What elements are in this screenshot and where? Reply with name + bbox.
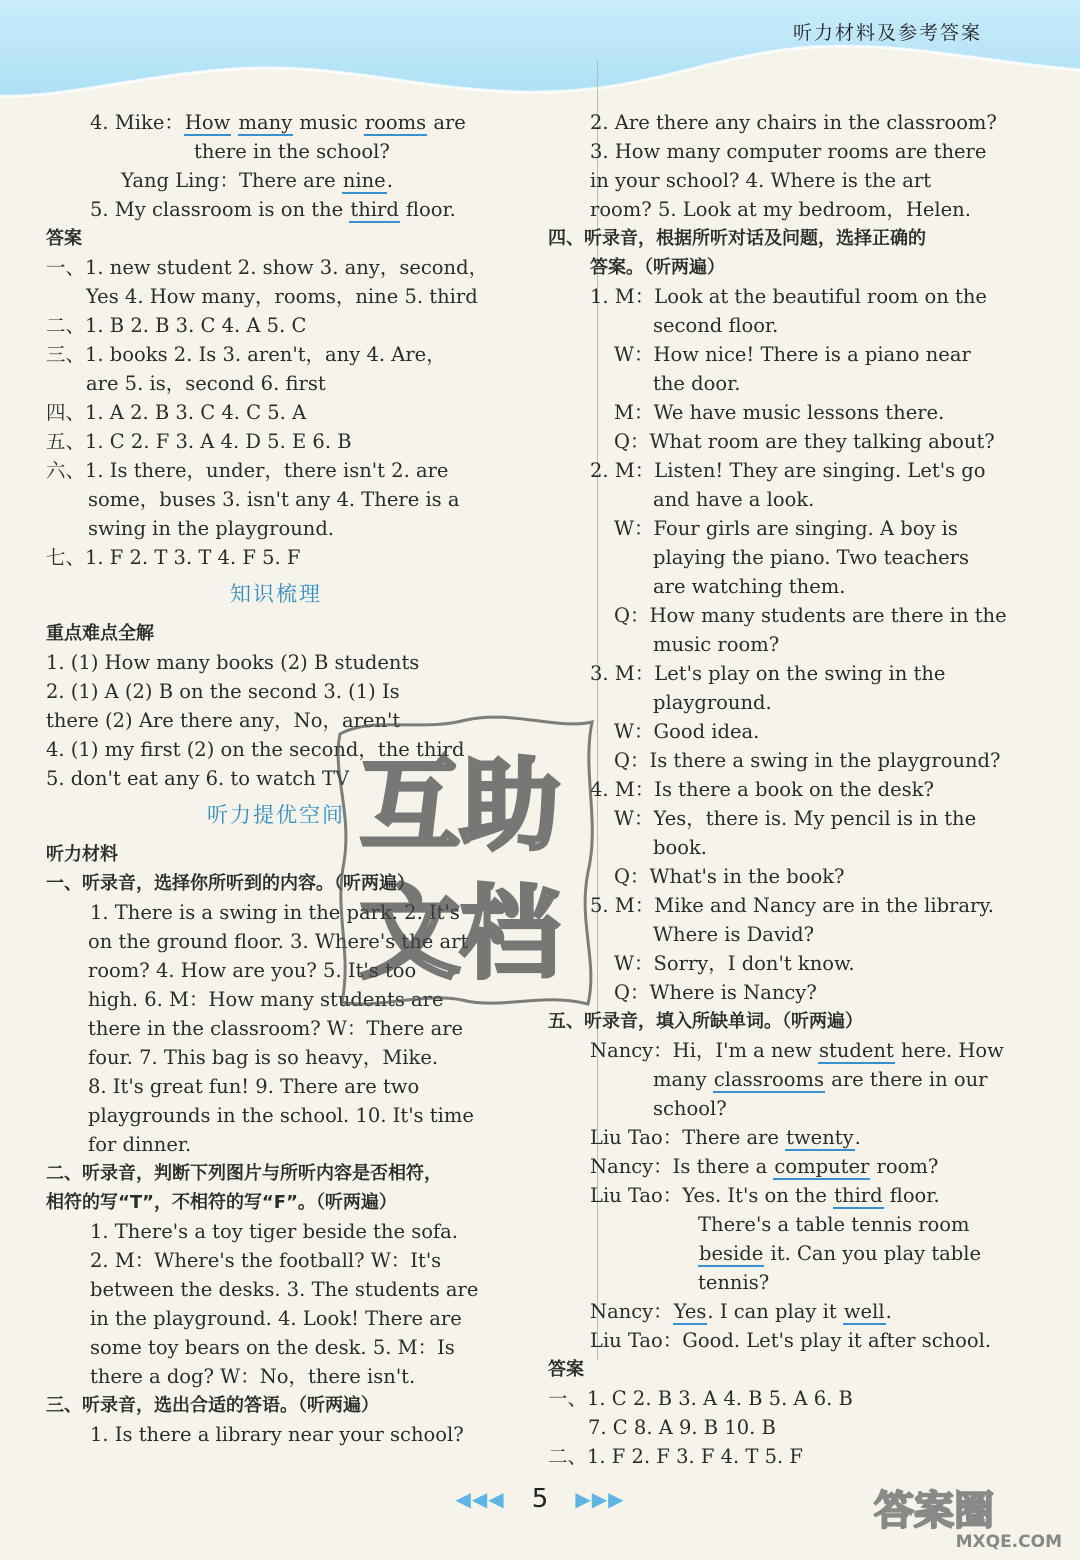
text-line: 2. Are there any chairs in the classroom? <box>590 111 997 134</box>
svg-text:答案圈: 答案圈 <box>874 1488 994 1534</box>
text-line: music room? <box>653 633 780 656</box>
text-line: Where is David? <box>653 923 815 946</box>
stamp-logo <box>332 712 600 1012</box>
text-line: high. 6. M：How many students are <box>88 988 444 1011</box>
text-line: playgrounds in the school. 10. It's time <box>88 1104 474 1127</box>
watermark-url: MXQE.COM <box>955 1532 1062 1552</box>
text-line: school? <box>653 1097 727 1120</box>
text-line: 4. M：Is there a book on the desk? <box>590 778 934 801</box>
text-line: 2. M：Where's the football? W：It's <box>90 1249 442 1272</box>
text-line: there a dog? W：No，there isn't. <box>90 1365 416 1388</box>
text-line: 3. How many computer rooms are there <box>590 140 987 163</box>
text-line: 2. M：Listen! They are singing. Let's go <box>590 459 986 482</box>
header-title: 听力材料及参考答案 <box>792 22 982 44</box>
text-line: 5. don't eat any 6. to watch TV <box>46 767 350 790</box>
text-line: in your school? 4. Where is the art <box>590 169 932 192</box>
section-title-knowledge: 知识梳理 <box>230 582 322 606</box>
answer-line: 七、1. F 2. T 3. T 4. F 5. F <box>46 546 301 569</box>
text-line: Q：How many students are there in the <box>614 604 1007 627</box>
text-line: W：Good idea. <box>614 720 760 743</box>
text-line: 4. Mike：How many music rooms are <box>90 111 466 134</box>
answer-line: some，buses 3. isn't any 4. There is a <box>88 488 460 511</box>
text-line: between the desks. 3. The students are <box>90 1278 479 1301</box>
text-line: Liu Tao：Good. Let's play it after school. <box>590 1329 992 1352</box>
text-line: in the playground. 4. Look! There are <box>90 1307 462 1330</box>
text-line: Q：Is there a swing in the playground? <box>614 749 1001 772</box>
text-line: Liu Tao：Yes. It's on the third floor. <box>590 1184 940 1207</box>
page-number: 5 <box>531 1484 549 1514</box>
text-line: M：We have music lessons there. <box>614 401 945 424</box>
text-line: Q：What's in the book? <box>614 865 845 888</box>
text-line: 1. There's a toy tiger beside the sofa. <box>90 1220 458 1243</box>
text-line: room? 4. How are you? 5. It's too <box>88 959 417 982</box>
text-line: 4. (1) my first (2) on the second，the third <box>46 738 465 761</box>
text-line: 1. M：Look at the beautiful room on the <box>590 285 987 308</box>
text-line: 8. It's great fun! 9. There are two <box>88 1075 420 1098</box>
text-line: and have a look. <box>653 488 815 511</box>
text-line: are watching them. <box>653 575 846 598</box>
text-line: 2. (1) A (2) B on the second 3. (1) Is <box>46 680 400 703</box>
text-line: W：How nice! There is a piano near <box>614 343 971 366</box>
text-line: 1. Is there a library near your school? <box>90 1423 464 1446</box>
answer-line: are 5. is，second 6. first <box>86 372 326 395</box>
text-line: there (2) Are there any，No，aren't <box>46 709 401 732</box>
question-heading: 三、听录音，选出合适的答语。（听两遍） <box>46 1395 379 1416</box>
text-line: 1. There is a swing in the park. 2. It's <box>90 901 460 924</box>
text-line: there in the classroom? W：There are <box>88 1017 464 1040</box>
answer-line: 7. C 8. A 9. B 10. B <box>588 1416 776 1439</box>
answer-line: swing in the playground. <box>88 517 335 540</box>
text-line: There's a table tennis room <box>698 1213 970 1236</box>
text-line: tennis? <box>698 1271 770 1294</box>
answer-line: 六、1. Is there，under，there isn't 2. are <box>46 459 449 482</box>
text-line: W：Sorry，I don't know. <box>614 952 855 975</box>
text-line: playground. <box>653 691 772 714</box>
text-line: 1. (1) How many books (2) B students <box>46 651 420 674</box>
next-arrows-icon: ▶▶▶ <box>575 1487 625 1511</box>
text-line: playing the piano. Two teachers <box>653 546 969 569</box>
text-line: room? 5. Look at my bedroom，Helen. <box>590 198 971 221</box>
text-line: for dinner. <box>88 1133 192 1156</box>
text-line: there in the school? <box>194 140 390 163</box>
answer-line: 二、1. F 2. F 3. F 4. T 5. F <box>548 1445 803 1468</box>
question-heading: 相符的写“T”，不相符的写“F”。（听两遍） <box>46 1192 397 1213</box>
text-line: 5. M：Mike and Nancy are in the library. <box>590 894 994 917</box>
text-line: 3. M：Let's play on the swing in the <box>590 662 946 685</box>
text-line: second floor. <box>653 314 779 337</box>
text-line: Q：Where is Nancy? <box>614 981 817 1004</box>
question-heading: 四、听录音，根据所听对话及问题，选择正确的 <box>548 228 926 249</box>
section-title-listening: 听力提优空间 <box>207 803 345 827</box>
svg-text:互助: 互助 <box>360 747 560 864</box>
text-line: beside it. Can you play table <box>699 1242 982 1265</box>
header-wave-banner <box>0 0 1080 110</box>
answer-line: 三、1. books 2. Is 3. aren't，any 4. Are， <box>46 343 446 366</box>
answer-heading: 答案 <box>548 1359 584 1380</box>
subheading-listening-material: 听力材料 <box>46 844 118 865</box>
text-line: some toy bears on the desk. 5. M：Is <box>90 1336 455 1359</box>
text-line: 5. My classroom is on the third floor. <box>90 198 456 221</box>
question-heading: 一、听录音，选择你所听到的内容。（听两遍） <box>46 873 415 894</box>
text-line: many classrooms are there in our <box>653 1068 988 1091</box>
text-line: the door. <box>653 372 741 395</box>
text-line: Nancy：Yes. I can play it well. <box>590 1300 892 1323</box>
text-line: Nancy：Hi，I'm a new student here. How <box>590 1039 1004 1062</box>
svg-text:文档: 文档 <box>360 875 560 992</box>
question-heading: 答案。（听两遍） <box>590 257 725 278</box>
answer-line: 四、1. A 2. B 3. C 4. C 5. A <box>46 401 307 424</box>
prev-arrows-icon: ◀◀◀ <box>455 1487 505 1511</box>
question-heading: 五、听录音，填入所缺单词。（听两遍） <box>548 1011 863 1032</box>
text-line: Nancy：Is there a computer room? <box>590 1155 939 1178</box>
text-line: four. 7. This bag is so heavy，Mike. <box>88 1046 439 1069</box>
answer-line: 一、1. new student 2. show 3. any，second， <box>46 256 489 279</box>
text-line: Liu Tao：There are twenty. <box>590 1126 861 1149</box>
text-line: W：Yes，there is. My pencil is in the <box>614 807 977 830</box>
question-heading: 二、听录音，判断下列图片与所听内容是否相符， <box>46 1163 442 1184</box>
text-line: book. <box>653 836 707 859</box>
answer-line: 一、1. C 2. B 3. A 4. B 5. A 6. B <box>548 1387 853 1410</box>
answer-line: 五、1. C 2. F 3. A 4. D 5. E 6. B <box>46 430 352 453</box>
right-column <box>548 108 1007 1471</box>
text-line: Q：What room are they talking about? <box>614 430 995 453</box>
answer-line: 二、1. B 2. B 3. C 4. A 5. C <box>46 314 307 337</box>
answer-line: Yes 4. How many，rooms，nine 5. third <box>86 285 478 308</box>
answer-heading: 答案 <box>46 228 82 249</box>
subheading-key-points: 重点难点全解 <box>46 623 154 644</box>
text-line: on the ground floor. 3. Where's the art <box>88 930 469 953</box>
text-line: Yang Ling：There are nine. <box>121 169 393 192</box>
text-line: W：Four girls are singing. A boy is <box>614 517 958 540</box>
